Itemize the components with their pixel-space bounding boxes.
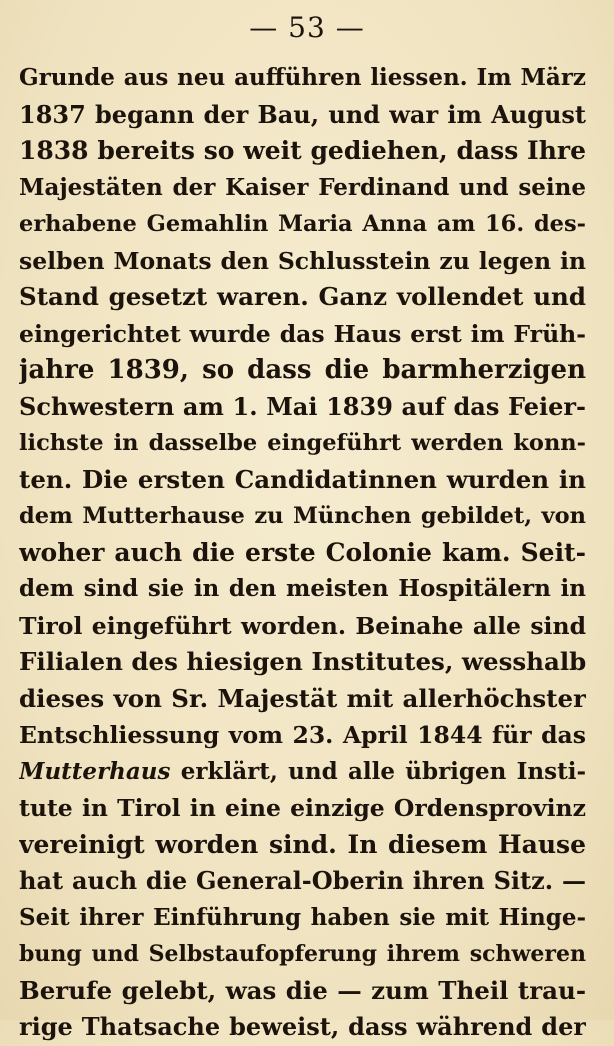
- text-line: 1838 bereits so weit gediehen, dass Ihre: [19, 136, 586, 165]
- text-line: Grunde aus neu aufführen liessen. Im März: [19, 64, 586, 91]
- text-line: bung und Selbstaufopferung ihrem schweren: [19, 941, 586, 967]
- text-line: Schwestern am 1. Mai 1839 auf das Feier-: [19, 391, 586, 421]
- text-line: erhabene Gemahlin Maria Anna am 16. des-: [19, 211, 586, 237]
- text-line: Seit ihrer Einführung haben sie mit Hinge-: [19, 903, 586, 931]
- text-line: Berufe gelebt, was die — zum Theil trau-: [19, 975, 586, 1005]
- page-number: — 53 —: [249, 11, 365, 44]
- text-line: Stand gesetzt waren. Ganz vollendet und: [19, 282, 586, 311]
- text-line: selben Monats den Schlusstein zu legen in: [19, 246, 586, 275]
- text-line: lichste in dasselbe eingeführt werden konn-: [19, 430, 586, 456]
- text-line: [19, 754, 586, 791]
- text-line: ten. Die ersten Candidatinnen wurden in: [19, 464, 586, 494]
- text-line: dem Mutterhause zu München gebildet, von: [19, 503, 586, 529]
- line-rest: erklärt, und alle übrigen Insti-: [170, 757, 586, 785]
- body-text: [19, 60, 586, 1046]
- text-line: eingerichtet wurde das Haus erst im Früh-: [19, 319, 586, 348]
- text-line: rige Thatsache beweist, dass während der: [19, 1012, 586, 1041]
- italic-word: Mutterhaus: [19, 757, 171, 785]
- text-line: vereinigt worden sind. In diesem Hause: [19, 829, 586, 859]
- text-line: tute in Tirol in eine einzige Ordensprovinz: [19, 794, 586, 822]
- text-line: jahre 1839, so dass die barmherzigen: [19, 355, 586, 385]
- text-line: Entschliessung vom 23. April 1844 für das: [19, 721, 586, 749]
- text-line: Tirol eingeführt worden. Beinahe alle sind: [19, 611, 586, 640]
- text-line: woher auch die erste Colonie kam. Seit-: [19, 537, 586, 567]
- text-line: dem sind sie in den meisten Hospitälern in: [19, 575, 586, 602]
- text-line: hat auch die General-Oberin ihren Sitz. —: [19, 866, 586, 895]
- text-line: Majestäten der Kaiser Ferdinand und seine: [19, 173, 586, 201]
- text-line: 1837 begann der Bau, und war im August: [19, 99, 586, 129]
- text-line: Filialen des hiesigen Institutes, wesshalb: [19, 647, 586, 676]
- text-line: dieses von Sr. Majestät mit allerhöchster: [19, 683, 586, 713]
